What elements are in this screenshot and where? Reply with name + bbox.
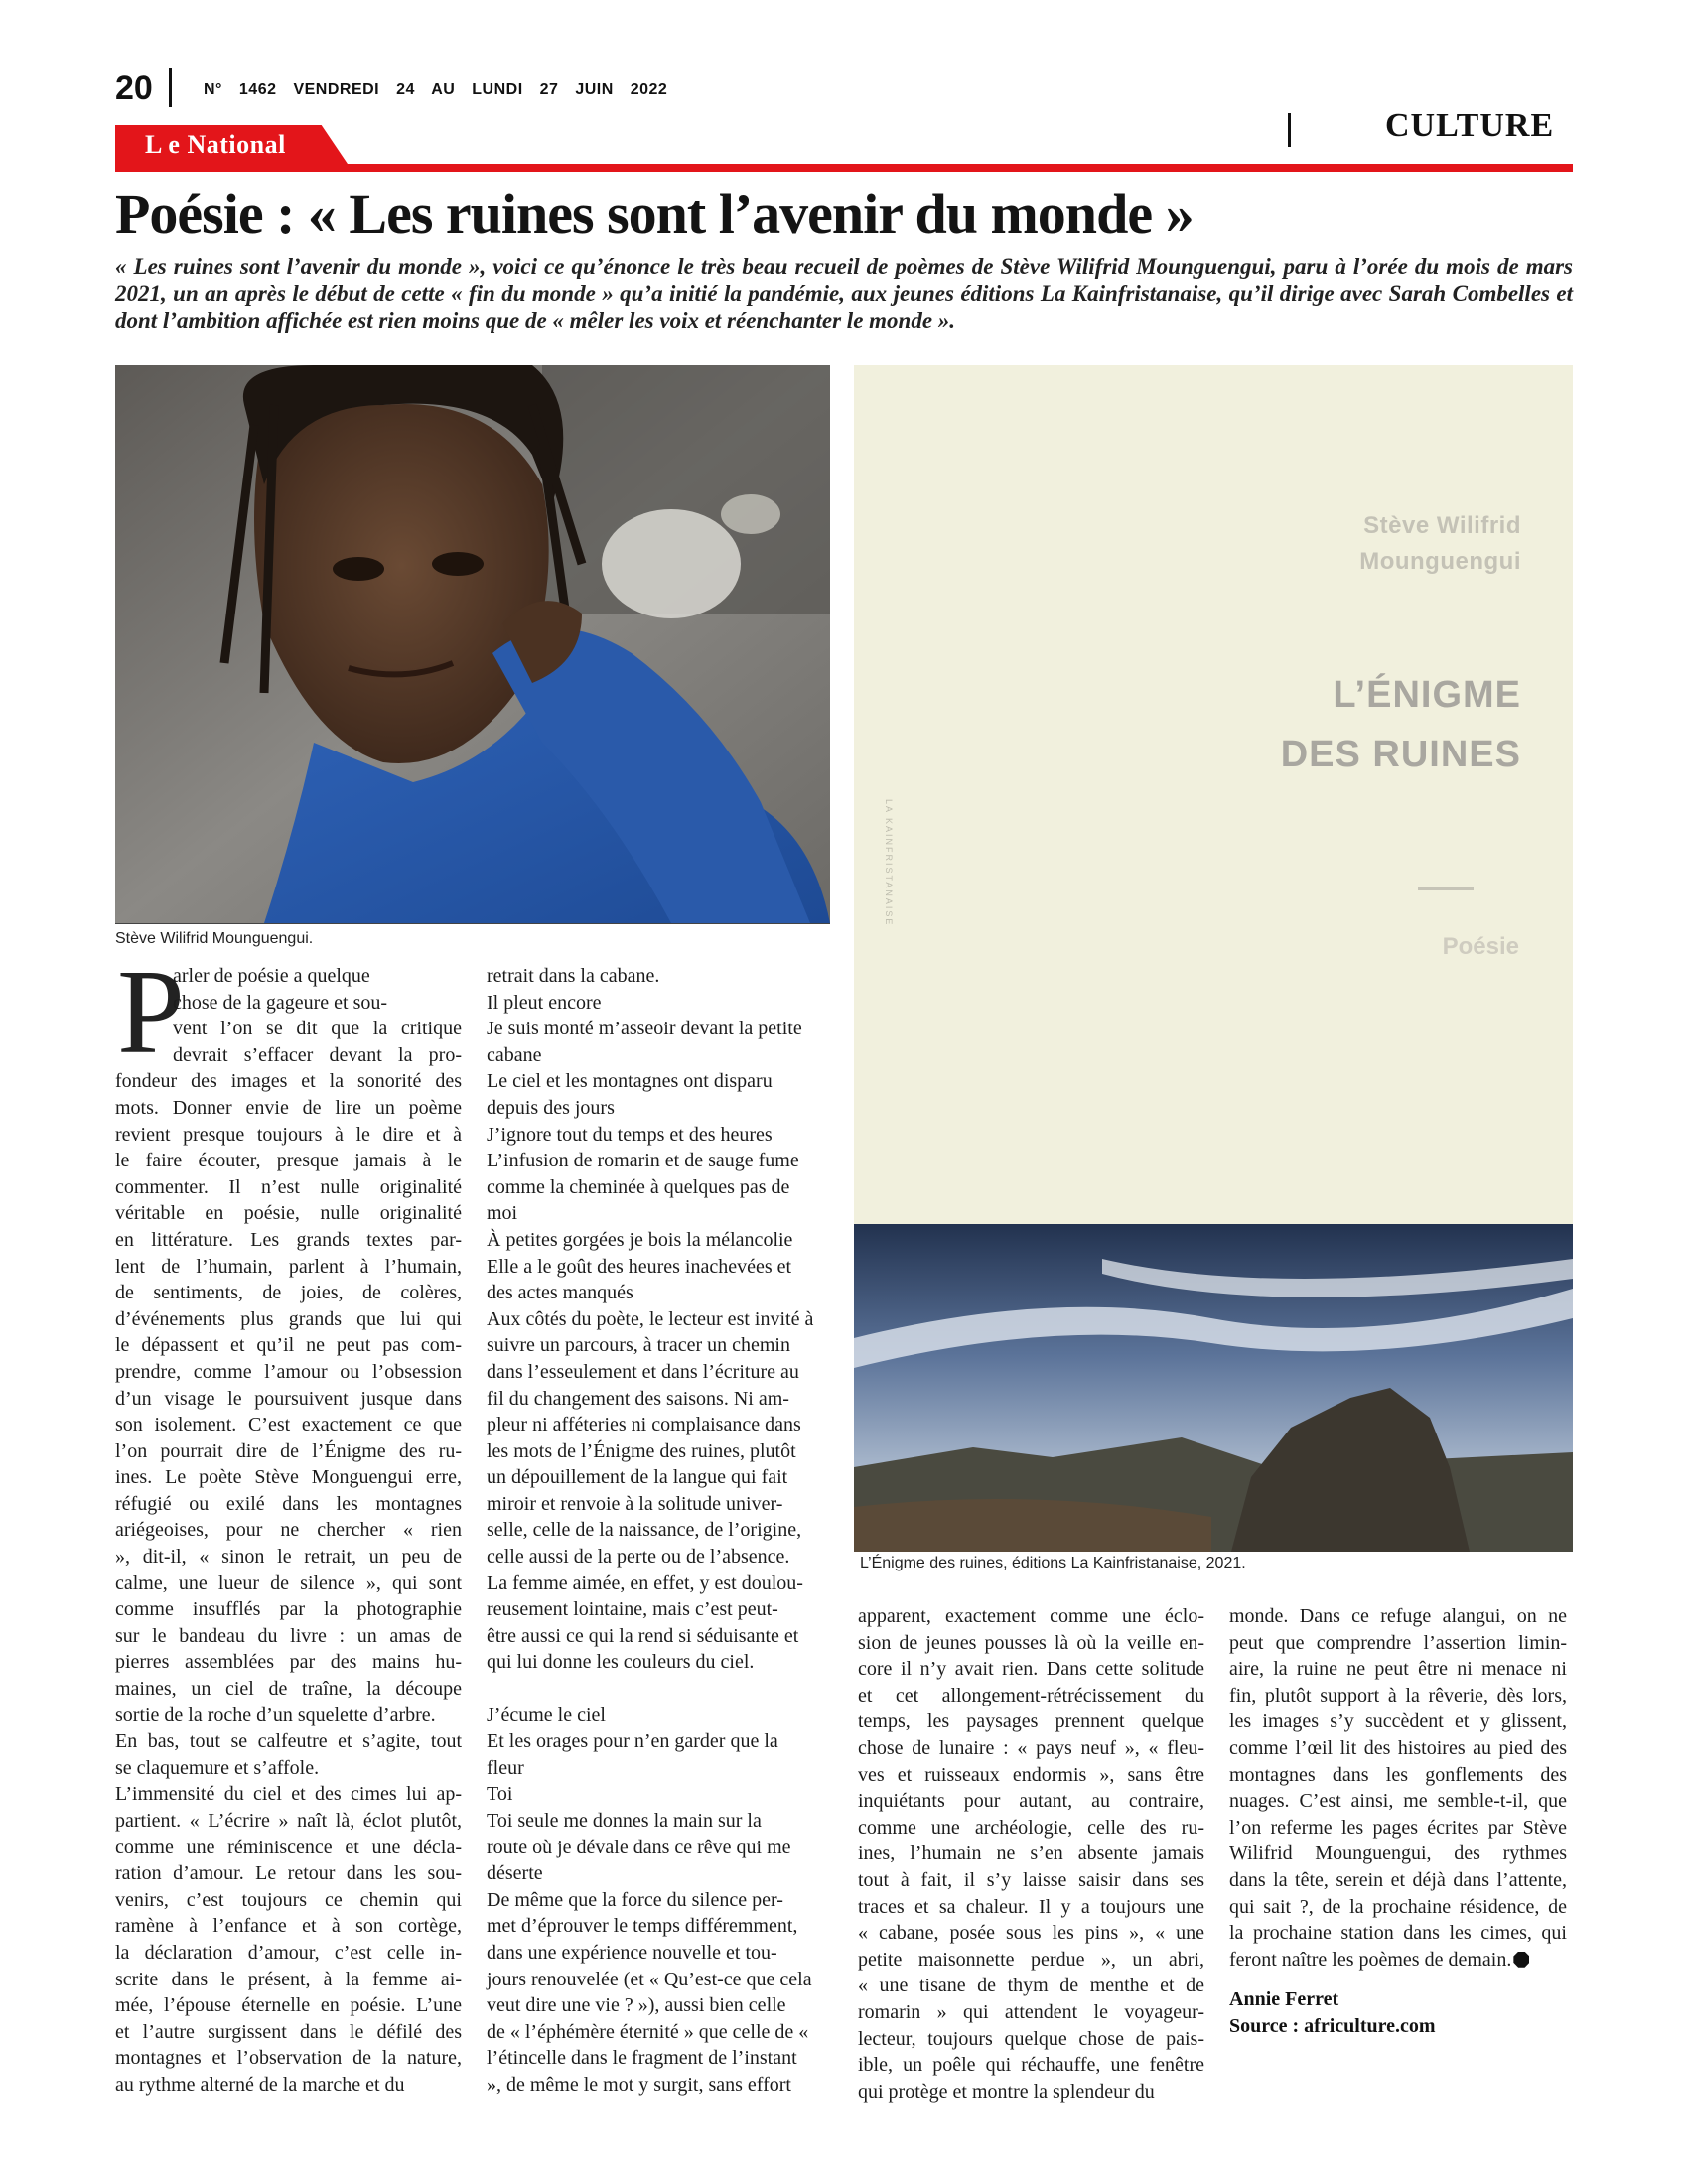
body-line: J’ignore tout du temps et des heures — [487, 1123, 773, 1146]
body-line: ines, l’humain ne s’en absente jamais — [858, 1843, 1204, 1865]
body-line: ines. Le poète Stève Monguengui erre, — [115, 1466, 462, 1489]
section-name: CULTURE — [1385, 107, 1555, 144]
cover-author-line2: Mounguengui — [1359, 548, 1521, 575]
body-line: « une tisane de thym de menthe et de — [858, 1975, 1204, 1997]
body-line: Elle a le goût des heures inachevées et — [487, 1255, 792, 1278]
body-line: cabane — [487, 1043, 542, 1066]
body-line: véritable en poésie, nulle originalité — [115, 1202, 462, 1225]
body-line: fondeur des images et la sonorité des — [115, 1070, 462, 1093]
body-line: fleur — [487, 1756, 524, 1779]
body-line: sion de jeunes pousses là où la veille en- — [858, 1631, 1204, 1654]
page-number-divider — [169, 68, 172, 107]
body-line: le dépassent et qu’il ne peut pas com- — [115, 1334, 462, 1357]
body-line: Toi — [487, 1783, 513, 1806]
body-line: venirs, c’est toujours ce chemin qui — [115, 1888, 462, 1911]
body-line: mée, l’épouse éternelle en poésie. L’une — [115, 1994, 462, 2017]
issue-date-line: N° 1462 VENDREDI 24 AU LUNDI 27 JUIN 2022 — [204, 81, 668, 98]
cover-publisher-spine: LA KAINFRISTANAISE — [884, 799, 894, 927]
body-line: en littérature. Les grands textes par- — [115, 1228, 462, 1251]
body-line: devrait s’effacer devant la pro- — [173, 1043, 462, 1066]
body-line: scrite dans le présent, à la femme ai- — [115, 1968, 462, 1990]
body-line: », dit-il, « sinon le retrait, un peu de — [115, 1546, 462, 1569]
body-line — [487, 1676, 833, 1703]
body-line: sortie de la roche d’un squelette d’arbre. — [115, 1704, 436, 1726]
article-lead: « Les ruines sont l’avenir du monde », voici ce qu’énonce le très beau recueil de poèmes de Stève Wilifrid Mounguengui, paru à l’orée du mois de mars 2021, un an après le début de cette « fin du monde » qu’a initié la pandémie, aux jeunes éditions La Kainfristanaise, qu’il dirige avec Sarah Combelles et dont l’ambition affichée est rien moins que de « mêler les voix et réenchanter le monde ». — [115, 254, 1573, 333]
body-line: monde. Dans ce refuge alangui, on ne — [1229, 1605, 1567, 1627]
body-line: montagnes dans les gonflements des — [1229, 1763, 1567, 1786]
body-line: chose de lunaire : « pays neuf », « fleu- — [858, 1736, 1204, 1759]
body-line: « cabane, posée sous les pins », « une — [858, 1922, 1204, 1945]
body-line: partient. « L’écrire » naît là, éclot plutôt, — [115, 1810, 462, 1832]
body-line: déserte — [487, 1862, 543, 1885]
body-line: vent l’on se dit que la critique — [173, 1018, 462, 1040]
body-line: route où je dévale dans ce rêve qui me — [487, 1836, 791, 1858]
body-line: reusement lointaine, mais c’est peut- — [487, 1598, 778, 1621]
body-line: comme une archéologie, celle des ru- — [858, 1816, 1204, 1839]
section-divider — [1288, 113, 1291, 147]
body-line: de « l’éphémère éternité » que celle de « — [487, 2020, 809, 2043]
body-line: inquiétants pour autant, au contraire, — [858, 1790, 1204, 1813]
body-line: ible, un poêle qui réchauffe, une fenêtre — [858, 2054, 1204, 2077]
body-line: mots. Donner envie de lire un poème — [115, 1096, 462, 1119]
body-line: fin, plutôt support à la rêverie, dès lors, — [1229, 1684, 1567, 1706]
body-line: Wilifrid Mounguengui, des rythmes — [1229, 1843, 1567, 1865]
body-line: Le ciel et les montagnes ont disparu — [487, 1070, 773, 1093]
body-column-1 — [115, 963, 462, 2099]
body-line: de sentiments, de joies, de colères, — [115, 1282, 462, 1304]
body-line: depuis des jours — [487, 1096, 615, 1119]
body-line: montagnes et l’observation de la nature, — [115, 2047, 462, 2070]
body-line: calme, une lueur de silence », qui sont — [115, 1571, 462, 1594]
body-line: prendre, comme l’amour ou l’obsession — [115, 1360, 462, 1383]
author-photo — [115, 365, 830, 923]
body-line: L’infusion de romarin et de sauge fume — [487, 1150, 799, 1172]
body-column-3 — [858, 1603, 1204, 2105]
body-line: moi — [487, 1202, 518, 1225]
body-line: le faire écouter, presque jamais à le — [115, 1150, 462, 1172]
body-line: miroir et renvoie à la solitude univer- — [487, 1492, 783, 1515]
body-line: À petites gorgées je bois la mélancolie — [487, 1228, 793, 1251]
body-column-2 — [487, 963, 833, 2099]
body-line: En bas, tout se calfeutre et s’agite, tout — [115, 1730, 462, 1753]
article-source: Source : africulture.com — [1229, 2015, 1436, 2037]
body-line: tout à fait, il s’y laisse saisir dans ses — [858, 1868, 1204, 1891]
body-line: des actes manqués — [487, 1282, 633, 1304]
body-line: J’écume le ciel — [487, 1704, 606, 1726]
body-line: retrait dans la cabane. — [487, 965, 660, 987]
body-line: lecteur, toujours quelque chose de pais- — [858, 2027, 1204, 2050]
body-line: lent de l’humain, parlent à l’humain, — [115, 1255, 462, 1278]
body-line: temps, les paysages prennent quelque — [858, 1710, 1204, 1733]
body-line: Je suis monté m’asseoir devant la petite — [487, 1018, 802, 1040]
body-line: revient presque toujours à le dire et à — [115, 1123, 462, 1146]
body-line: ves et ruisseaux endormis », sans être — [858, 1763, 1204, 1786]
body-line: dans une expérience nouvelle et tou- — [487, 1941, 777, 1964]
body-line: et cet allongement-rétrécissement du — [858, 1684, 1204, 1706]
photo-caption: Stève Wilifrid Mounguengui. — [115, 930, 314, 947]
body-line: dans l’esseulement et dans l’écriture au — [487, 1360, 799, 1383]
body-line: comme insufflés par la photographie — [115, 1598, 462, 1621]
body-line: ration d’amour. Le retour dans les sou- — [115, 1862, 462, 1885]
header-red-rule — [115, 164, 1573, 172]
body-line: romarin » qui attendent le voyageur- — [858, 2000, 1204, 2023]
body-line: pleur ni afféteries ni complaisance dans — [487, 1414, 801, 1436]
body-line: ariégeoises, pour ne chercher « rien — [115, 1519, 462, 1542]
body-line: fil du changement des saisons. Ni am- — [487, 1387, 789, 1410]
drop-cap: P — [117, 945, 185, 1079]
cover-caption: L’Énigme des ruines, éditions La Kainfristanaise, 2021. — [860, 1555, 1246, 1571]
body-line: nuages. C’est ainsi, me semble-t-il, que — [1229, 1790, 1567, 1813]
body-line: celle aussi de la perte ou de l’absence. — [487, 1546, 790, 1569]
body-line: », de même le mot y surgit, sans effort — [487, 2073, 791, 2096]
body-line: ramène à l’enfance et à son cortège, — [115, 1915, 462, 1938]
body-line: qui sait ?, de la prochaine résidence, de — [1229, 1895, 1567, 1918]
body-line: suivre un parcours, à tracer un chemin — [487, 1334, 790, 1357]
body-line: se claquemure et s’affole. — [115, 1756, 320, 1779]
body-line: d’un visage le poursuivent jusque dans — [115, 1387, 462, 1410]
body-line: réfugié ou exilé dans les montagnes — [115, 1492, 462, 1515]
end-of-article-icon — [1513, 1952, 1529, 1968]
cover-genre: Poésie — [1442, 933, 1519, 960]
body-line: petite maisonnette perdue », un abri, — [858, 1948, 1204, 1971]
body-line: la prochaine station dans les cimes, qui — [1229, 1922, 1567, 1945]
body-line: core il n’y avait rien. Dans cette solitude — [858, 1658, 1204, 1681]
body-line: comme l’œil lit des histoires au pied des — [1229, 1736, 1567, 1759]
body-line: aire, la ruine ne peut être ni menace ni — [1229, 1658, 1567, 1681]
body-line: commenter. Il n’est nulle originalité — [115, 1175, 462, 1198]
body-line: son isolement. C’est exactement ce que — [115, 1414, 462, 1436]
newspaper-name: L e National — [145, 130, 286, 159]
body-line: être aussi ce qui la rend si séduisante et — [487, 1624, 799, 1647]
body-line: sur le bandeau du livre : un amas de — [115, 1624, 462, 1647]
body-line: les mots de l’Énigme des ruines, plutôt — [487, 1439, 796, 1462]
body-column-4 — [1229, 1603, 1567, 1973]
body-line: Et les orages pour n’en garder que la — [487, 1730, 778, 1753]
body-line: veut dire une vie ? »), aussi bien celle — [487, 1994, 786, 2017]
article-author: Annie Ferret — [1229, 1988, 1339, 2010]
body-line: la déclaration d’amour, c’est celle in- — [115, 1941, 462, 1964]
body-line: Il pleut encore — [487, 991, 602, 1014]
body-line: feront naître les poèmes de demain. — [1229, 1947, 1567, 1974]
cover-title-line2: DES RUINES — [1280, 734, 1521, 775]
body-line: De même que la force du silence per- — [487, 1888, 783, 1911]
body-line: un dépouillement de la langue qui fait — [487, 1466, 788, 1489]
body-line: et l’autre surgissent dans le défilé des — [115, 2020, 462, 2043]
body-line: jours renouvelée (et « Qu’est-ce que cela — [487, 1968, 812, 1990]
article-title: Poésie : « Les ruines sont l’avenir du monde » — [115, 182, 1194, 246]
page-number: 20 — [115, 69, 153, 107]
photo-caption-rule — [115, 923, 830, 924]
body-line: met d’éprouver le temps différemment, — [487, 1915, 798, 1938]
body-line: l’étincelle dans le fragment de l’instant — [487, 2047, 797, 2070]
body-line: peut que comprendre l’assertion limin- — [1229, 1631, 1567, 1654]
body-line: comme une réminiscence et une décla- — [115, 1836, 462, 1858]
body-line: l’on referme les pages écrites par Stève — [1229, 1816, 1567, 1839]
body-line: qui lui donne les couleurs du ciel. — [487, 1651, 755, 1674]
body-line: traces et sa chaleur. Il y a toujours une — [858, 1895, 1204, 1918]
cover-title — [1221, 665, 1521, 784]
body-line: apparent, exactement comme une éclo- — [858, 1605, 1204, 1627]
body-line: Toi seule me donnes la main sur la — [487, 1810, 762, 1832]
body-line: l’on pourrait dire de l’Énigme des ru- — [115, 1439, 462, 1462]
body-line: selle, celle de la naissance, de l’origine, — [487, 1519, 802, 1542]
body-line: pierres assemblées par des mains hu- — [115, 1651, 462, 1674]
body-line: L’immensité du ciel et des cimes lui ap- — [115, 1783, 462, 1806]
body-line: La femme aimée, en effet, y est doulou- — [487, 1571, 803, 1594]
body-line: comme la cheminée à quelques pas de — [487, 1175, 790, 1198]
body-line: les images s’y succèdent et y glissent, — [1229, 1710, 1567, 1733]
body-line: dans la tête, serein et déjà dans l’attente, — [1229, 1868, 1567, 1891]
body-line: d’événements plus grands que lui qui — [115, 1307, 462, 1330]
cover-author-name — [1253, 508, 1521, 580]
body-line: chose de la gageure et sou- — [173, 991, 388, 1014]
body-line: qui protège et montre la splendeur du — [858, 2080, 1155, 2103]
body-line: arler de poésie a quelque — [173, 965, 370, 987]
body-line: Aux côtés du poète, le lecteur est invité à — [487, 1307, 814, 1330]
cover-divider — [1418, 887, 1474, 890]
cover-title-line1: L’ÉNIGME — [1333, 674, 1521, 716]
body-line: maines, un ciel de traîne, la découpe — [115, 1678, 462, 1701]
cover-author-line1: Stève Wilifrid — [1363, 512, 1521, 539]
body-line: au rythme alterné de la marche et du — [115, 2073, 405, 2096]
author-photo-illustration — [115, 365, 830, 923]
